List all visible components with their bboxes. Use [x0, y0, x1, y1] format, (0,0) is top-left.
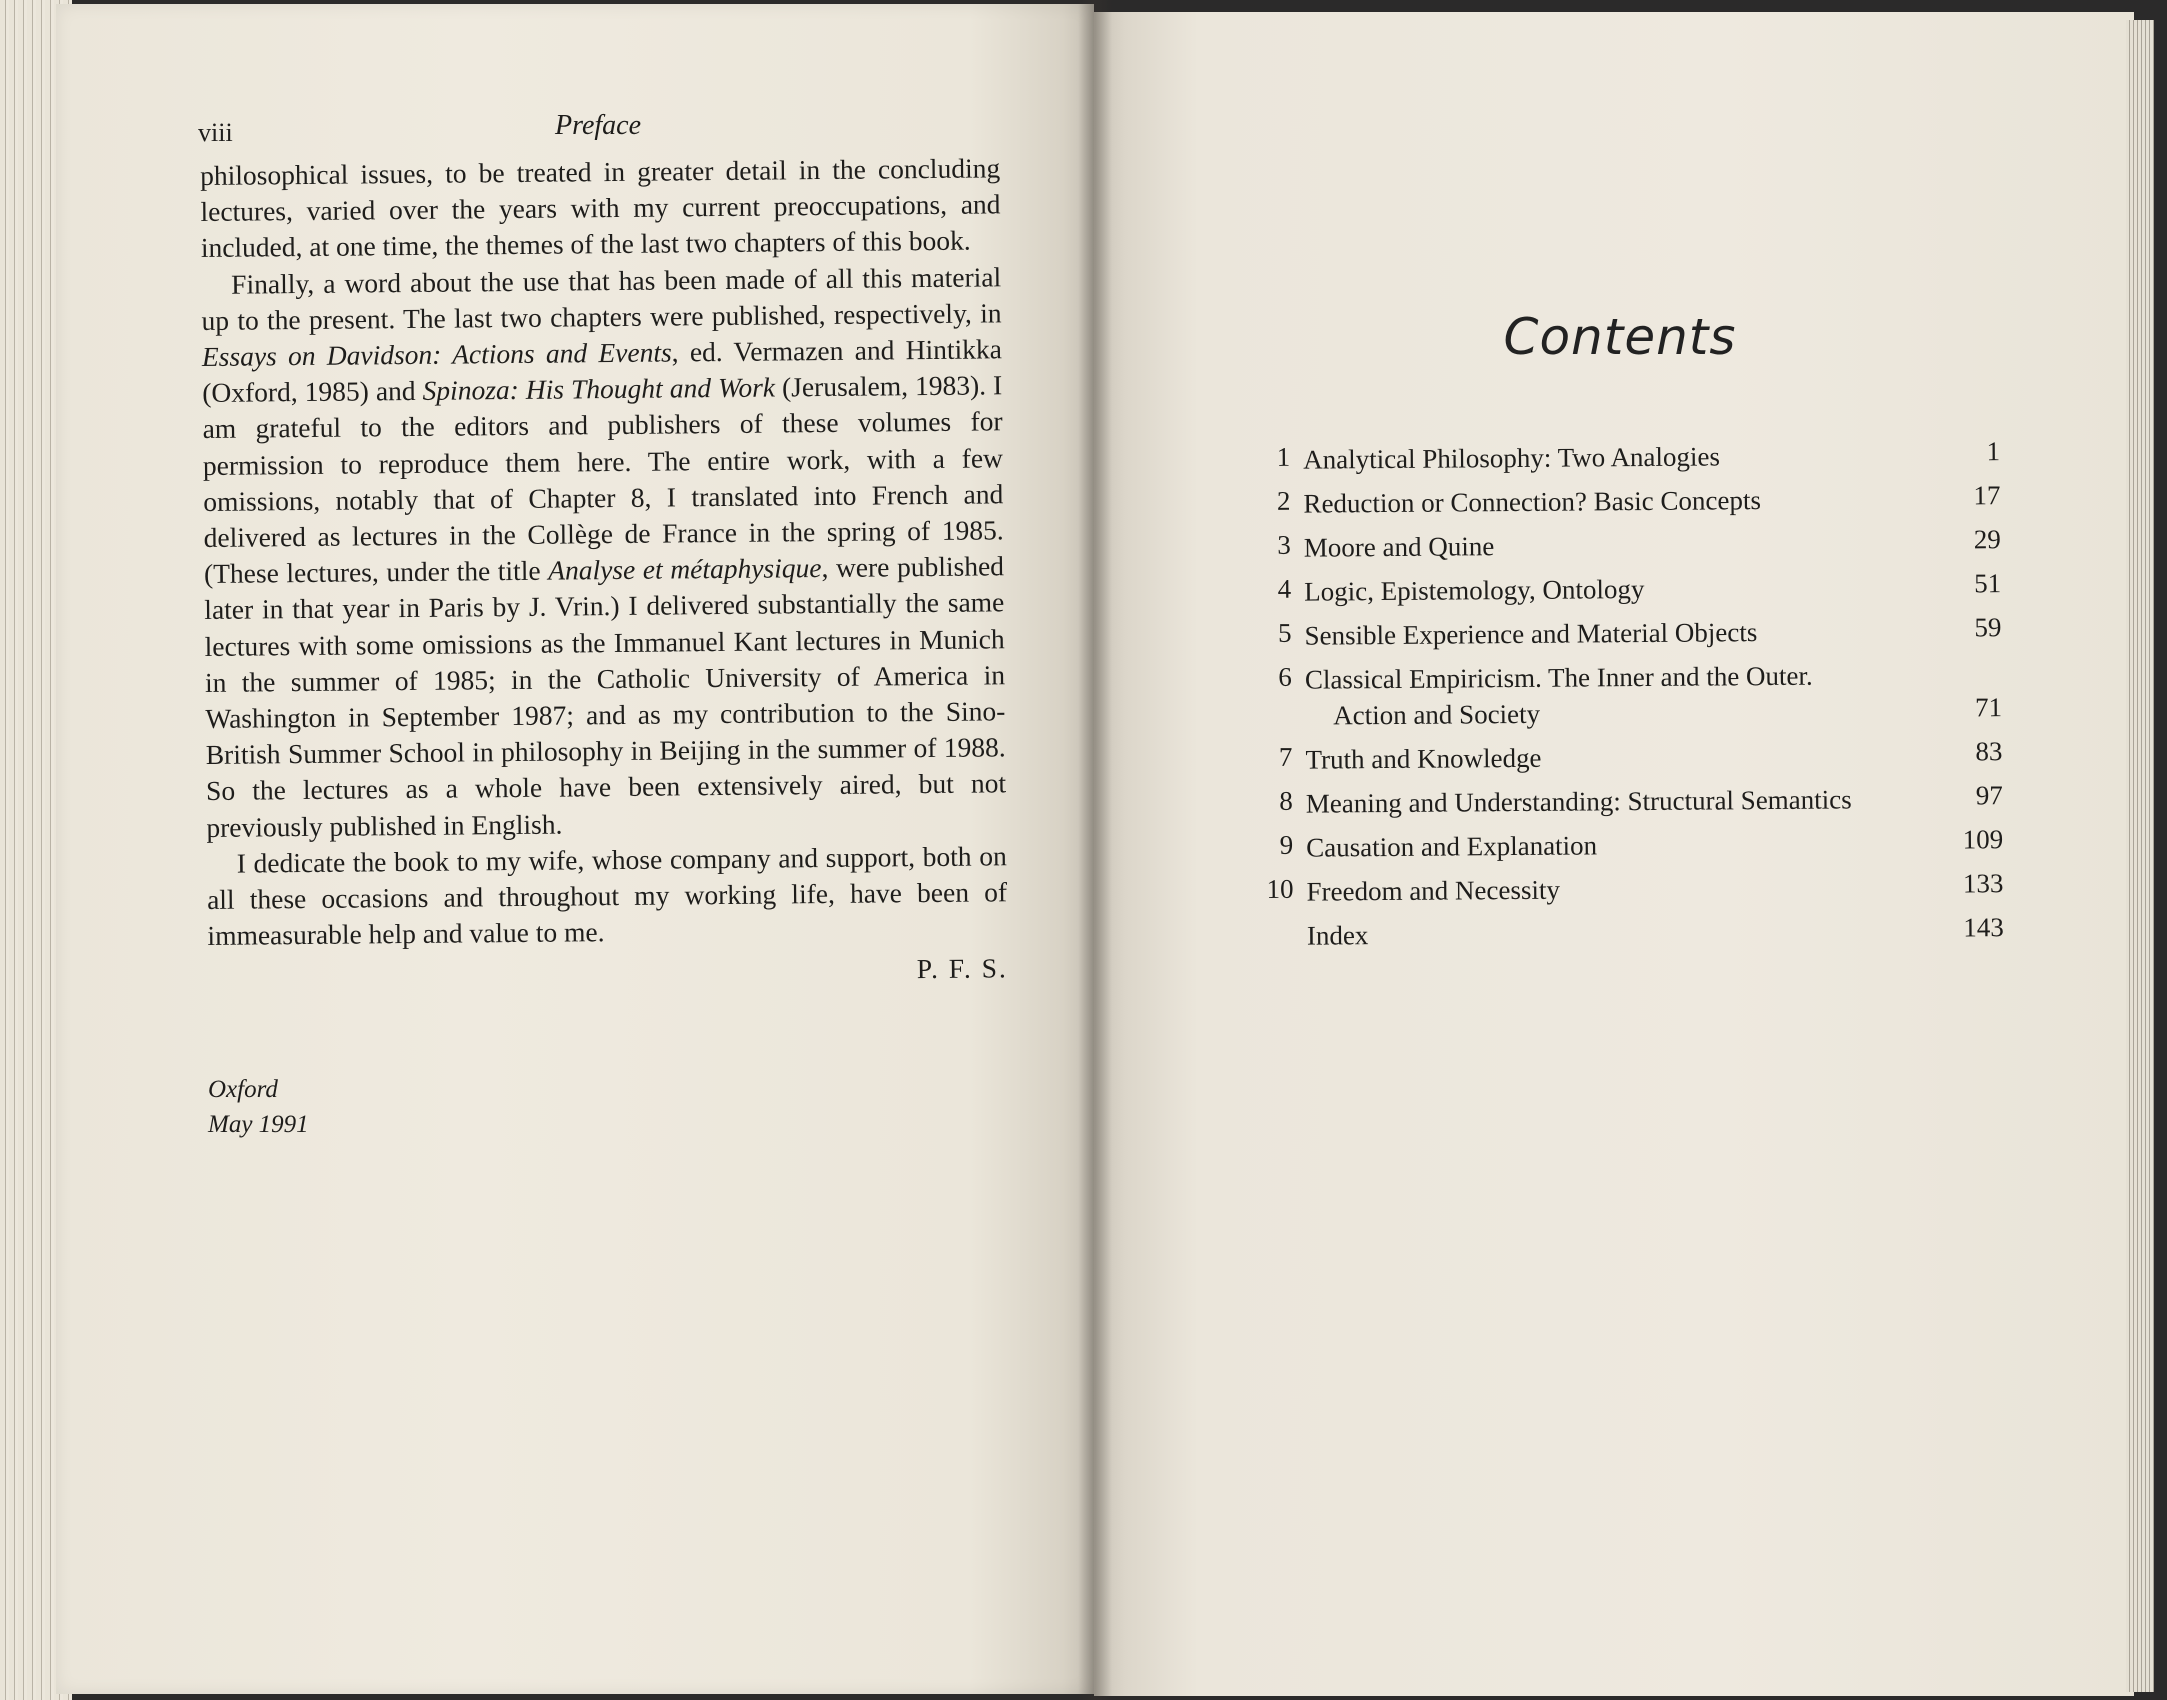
page-edges-right	[2126, 20, 2154, 1692]
toc-entry	[1261, 524, 2001, 574]
running-head: Preface	[554, 110, 642, 141]
chapter-title-continuation: Action and Society	[1333, 698, 1541, 731]
chapter-title	[1304, 569, 1914, 610]
page-reference: 51	[1974, 568, 2002, 599]
toc-entry	[1263, 780, 2003, 830]
toc-entry	[1260, 480, 2000, 530]
page-reference: 59	[1974, 612, 2002, 643]
page-reference: 109	[1962, 824, 2004, 855]
text-run: philosophical issues, to be treated in greater detail in the concluding lectures, varied over the years with my current preoccupations, and included, at one time, the themes of the last two chapters of this book.	[200, 152, 1001, 264]
chapter-title-text: Meaning and Understanding: Structural Semantics	[1305, 784, 1852, 819]
chapter-title	[1303, 437, 1913, 478]
page-reference: 83	[1975, 736, 2003, 767]
chapter-title-text: Index	[1306, 920, 1369, 951]
chapter-title-text: Reduction or Connection? Basic Concepts	[1303, 485, 1761, 519]
toc-entry	[1264, 912, 2004, 962]
preface-body	[200, 150, 1008, 994]
text-run: (Jerusalem, 1983). I am grateful to the editors and publishers of these volumes for permission to reproduce them here. The entire work, with a few omissions, notably that of Chapter 8, I translated into French and delivered as lectures in the Collège de France in the spring of 1985. (These lectures, under the title	[202, 369, 1004, 590]
chapter-title	[1306, 825, 1916, 866]
toc-entry	[1261, 568, 2001, 618]
place-date	[208, 1072, 309, 1142]
page-reference: 29	[1973, 524, 2001, 555]
chapter-title-text: Logic, Epistemology, Ontology	[1304, 573, 1645, 607]
paragraph	[201, 259, 1007, 846]
chapter-number: 1	[1276, 441, 1291, 472]
chapter-title	[1305, 737, 1915, 778]
italic-title: Analyse et métaphysique	[548, 552, 822, 586]
chapter-number: 10	[1266, 873, 1294, 904]
page-reference: 97	[1975, 780, 2003, 811]
chapter-title-text: Sensible Experience and Material Objects	[1304, 617, 1758, 651]
text-run: , were published later in that year in Paris by J. Vrin.) I delivered substantially the same lectures with some omissions as the Immanuel Kant lectures in Munich in the summer of 1985; in the Catholic University of America in Washington in September 1987; and as my contribution to the Sino-British Summer School in philosophy in Beijing in the summer of 1988. So the lectures as a whole have been extensively aired, but not previously published in English.	[204, 550, 1007, 843]
toc-entry	[1263, 868, 2003, 918]
chapter-number: 4	[1277, 573, 1292, 604]
chapter-title	[1306, 781, 1916, 822]
chapter-title	[1305, 657, 1916, 734]
chapter-number: 5	[1277, 617, 1292, 648]
chapter-title-text: Causation and Explanation	[1306, 830, 1598, 863]
text-run: I dedicate the book to my wife, whose company and support, both on all these occasions and throughout my working life, have been of immeasurable help and value to me.	[206, 840, 1008, 952]
italic-title: Essays on Davidson: Actions and Events	[201, 336, 672, 373]
page-reference: 17	[1973, 480, 2001, 511]
toc-entry	[1262, 736, 2002, 786]
chapter-title-text: Classical Empiricism. The Inner and the Outer.	[1304, 660, 1813, 695]
chapter-number: 2	[1276, 485, 1291, 516]
chapter-title	[1303, 481, 1913, 522]
paragraph	[200, 150, 1001, 266]
date: May 1991	[208, 1111, 309, 1138]
toc-entry	[1263, 824, 2003, 874]
page-reference: 143	[1963, 912, 2004, 943]
toc-entry	[1261, 612, 2001, 662]
paragraph	[207, 838, 1008, 954]
chapter-number: 6	[1278, 661, 1292, 692]
author-initials: P. F. S.	[916, 952, 1008, 985]
chapter-number: 3	[1277, 529, 1291, 560]
chapter-title-text: Freedom and Necessity	[1306, 874, 1561, 907]
chapter-title-text: Truth and Knowledge	[1305, 742, 1542, 775]
italic-title: Spinoza: His Thought and Work	[422, 371, 776, 407]
page-number: viii	[198, 118, 233, 147]
book-gutter	[1078, 0, 1112, 1700]
chapter-number: 9	[1279, 829, 1294, 860]
page-reference: 71	[1974, 692, 2003, 723]
chapter-title	[1304, 613, 1914, 654]
place: Oxford	[208, 1076, 278, 1103]
chapter-number: 8	[1279, 785, 1293, 816]
chapter-title-text: Moore and Quine	[1303, 531, 1495, 563]
chapter-title	[1304, 525, 1914, 566]
page-reference: 1	[1986, 436, 2001, 467]
toc-entry	[1262, 656, 2003, 742]
contents-title: Contents	[1503, 308, 1737, 366]
page-reference: 133	[1962, 868, 2004, 899]
chapter-title	[1307, 913, 1917, 954]
table-of-contents	[1260, 436, 2004, 962]
chapter-number: 7	[1278, 741, 1293, 772]
chapter-title-text: Analytical Philosophy: Two Analogies	[1303, 441, 1721, 475]
text-run: Finally, a word about the use that has been made of all this material up to the present. The last two chapters were published, respectively, in	[201, 260, 1002, 336]
toc-entry	[1260, 436, 2000, 486]
chapter-title	[1306, 869, 1916, 910]
text-run: , ed. Vermazen and Hintikka (Oxford, 1985) and	[202, 333, 1003, 409]
